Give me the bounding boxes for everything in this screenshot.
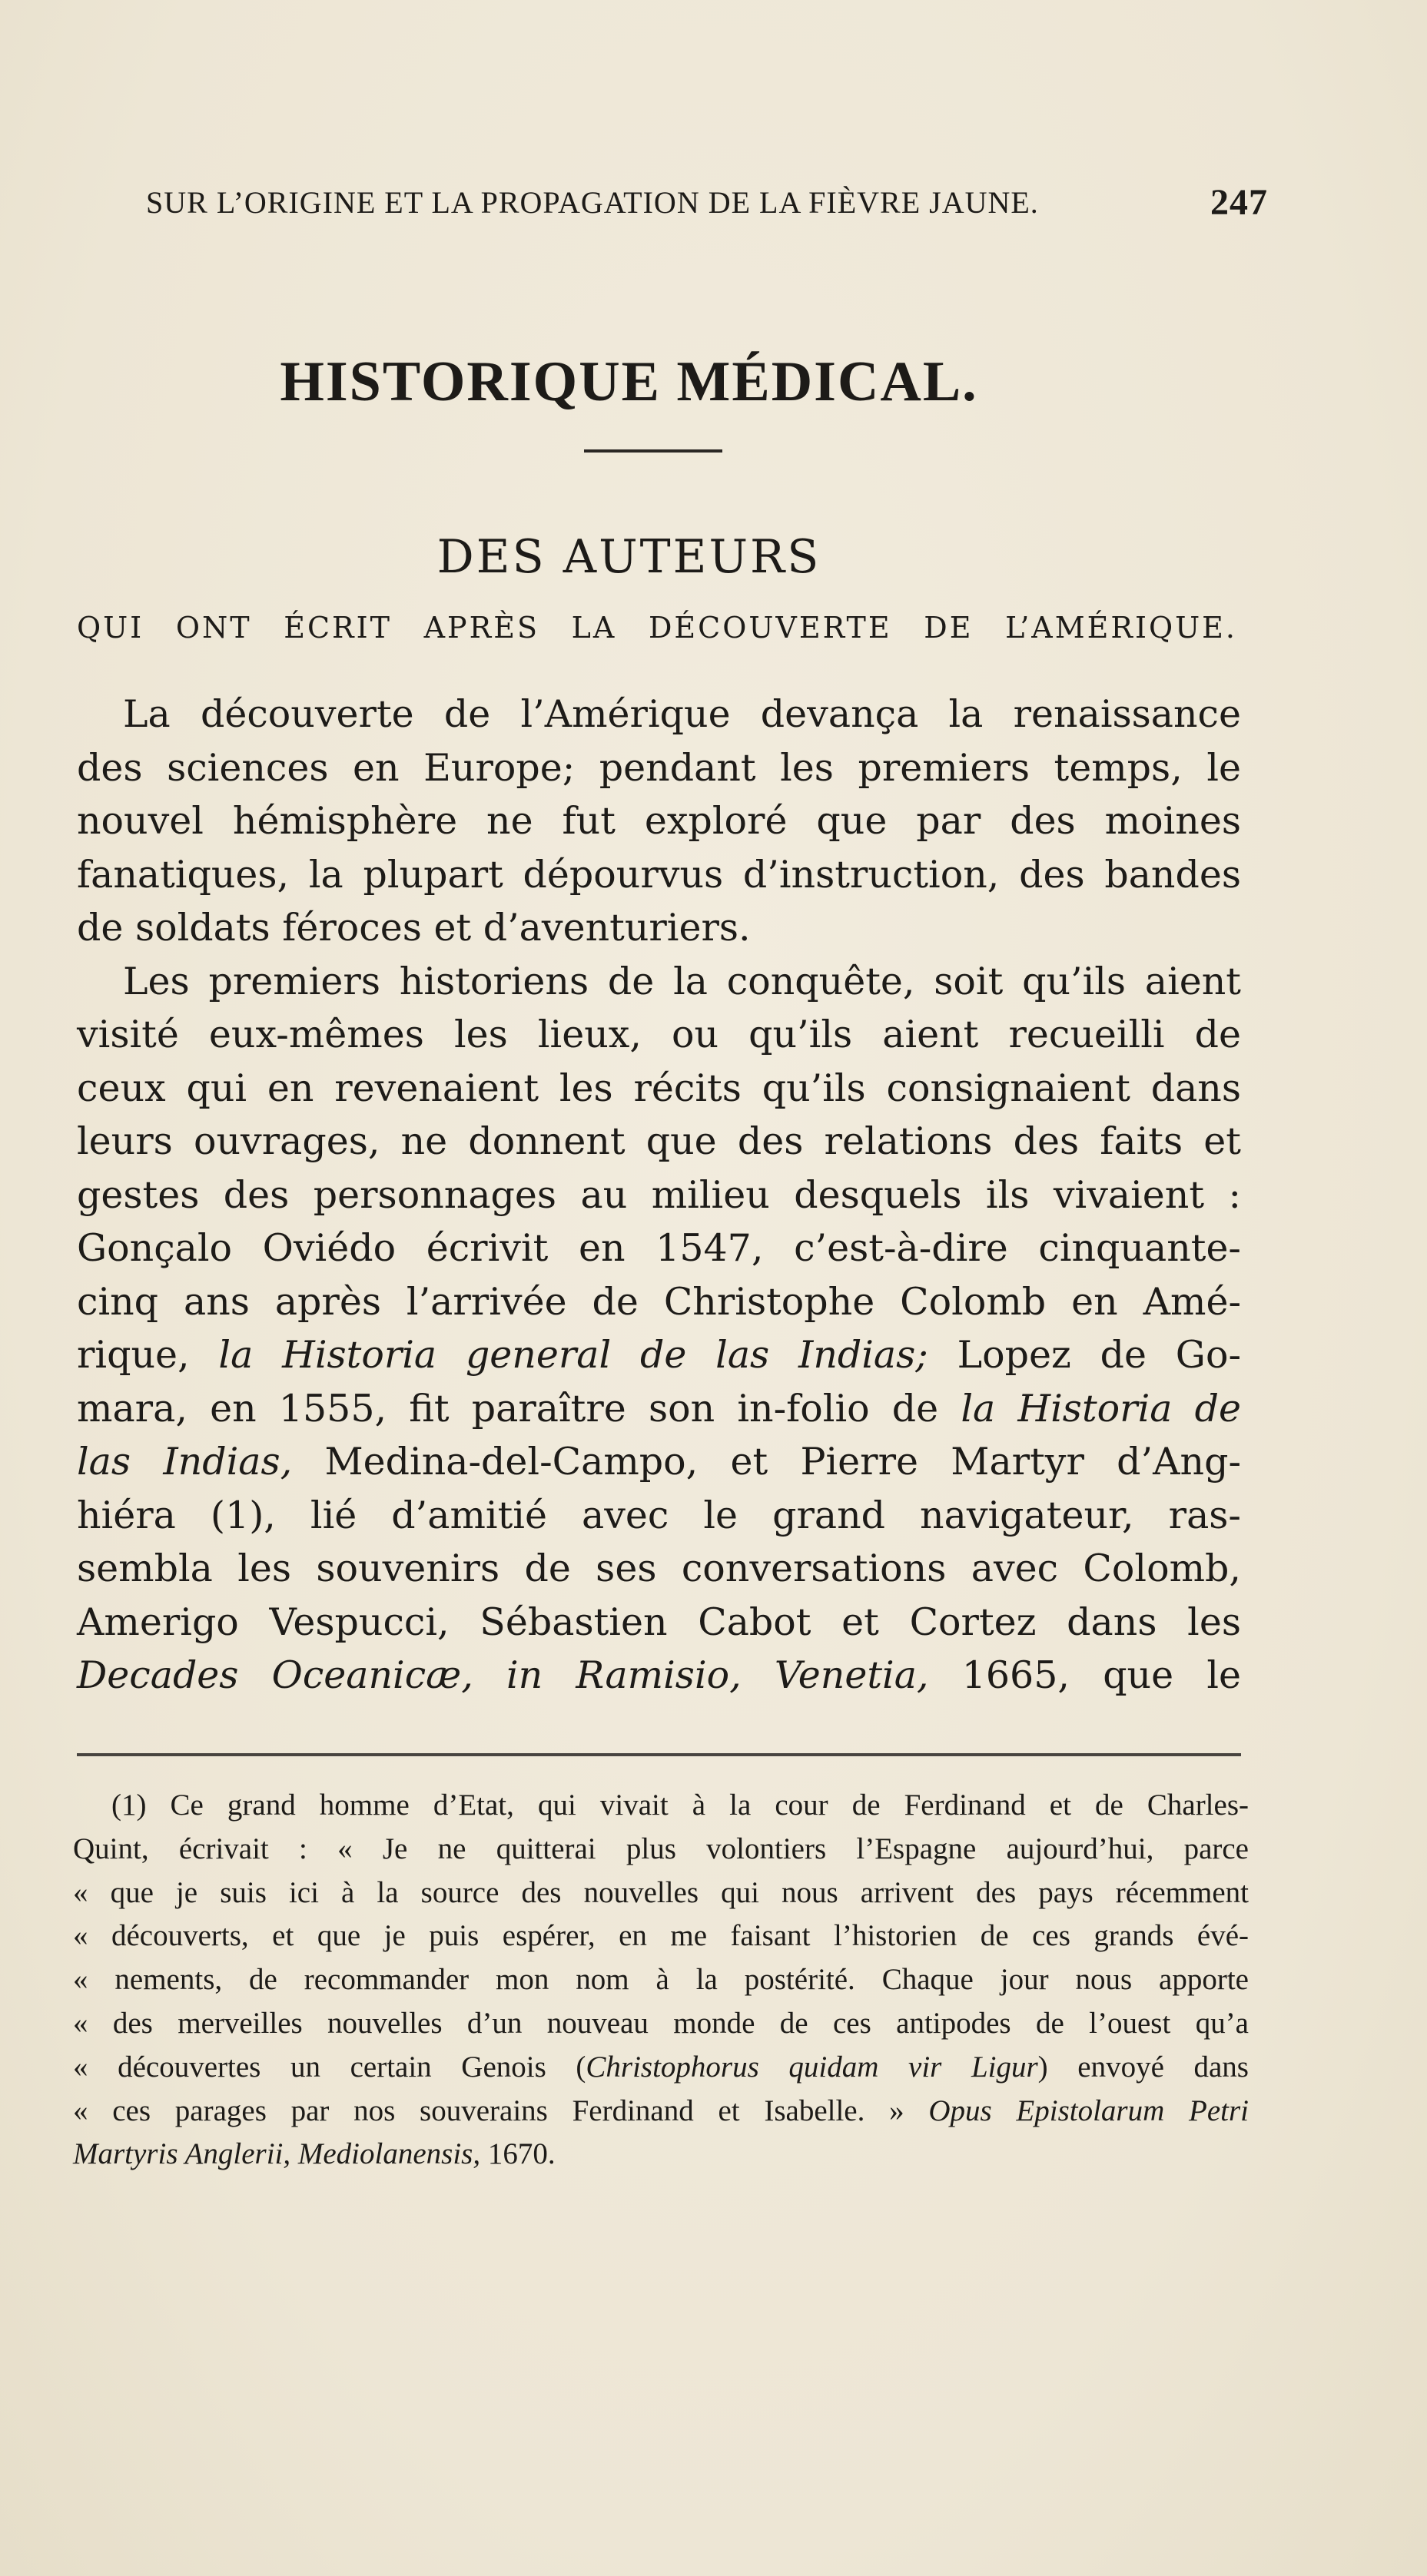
section-heading: DES AUTEURS <box>436 530 821 584</box>
text-run: Gonçalo Oviédo écrivit en 1547, c’est-à-dire cinquante- <box>77 1226 1241 1270</box>
text-run: 1670. <box>480 2137 556 2171</box>
footnote-line <box>73 2002 1249 2046</box>
text-run: « nements, de recommander mon nom à la postérité. Chaque jour nous apporte <box>73 1963 1249 1997</box>
running-head <box>146 184 1268 230</box>
body-line <box>77 1382 1241 1436</box>
text-run: « ces parages par nos souverains Ferdinand et Isabelle. » <box>73 2094 929 2127</box>
footnote-line <box>73 1828 1249 1871</box>
italic-text-run: Decades Oceanicæ, in Ramisio, Venetia, <box>77 1653 929 1697</box>
body-line <box>77 1489 1241 1543</box>
page-number: 247 <box>1210 182 1268 223</box>
text-run: des sciences en Europe; pendant les premiers temps, le <box>77 745 1241 790</box>
body-line <box>77 1062 1241 1116</box>
body-line <box>77 1169 1241 1222</box>
text-run: fanatiques, la plupart dépourvus d’instruction, des bandes <box>77 852 1241 897</box>
text-run: leurs ouvrages, ne donnent que des relations des faits et <box>77 1119 1241 1163</box>
text-run: Les premiers historiens de la conquête, soit qu’ils aient <box>123 959 1241 1003</box>
italic-text-run: las Indias, <box>77 1440 293 1484</box>
text-run: hiéra (1), lié d’amitié avec le grand navigateur, ras- <box>77 1493 1241 1537</box>
footnote-line <box>73 1871 1249 1915</box>
section-subheading: QUI ONT ÉCRIT APRÈS LA DÉCOUVERTE DE L’AMÉRIQUE. <box>77 611 1237 645</box>
italic-text-run: Martyris Anglerii, Mediolanensis, <box>73 2137 481 2171</box>
text-run: Amerigo Vespucci, Sébastien Cabot et Cortez dans les <box>77 1600 1241 1644</box>
footnote-line <box>73 1958 1249 2002</box>
body-line <box>77 1596 1241 1649</box>
text-run: rique, <box>77 1333 219 1377</box>
text-run: nouvel hémisphère ne fut exploré que par des moines <box>77 799 1241 843</box>
title-divider <box>584 449 722 453</box>
text-run: « que je suis ici à la source des nouvelles qui nous arrivent des pays récemment <box>73 1875 1249 1909</box>
body-line <box>77 741 1241 795</box>
text-run: « découverts, et que je puis espérer, en me faisant l’historien de ces grands évé- <box>73 1919 1249 1953</box>
body-line <box>77 955 1241 1009</box>
text-run: (1) Ce grand homme d’Etat, qui vivait à la cour de Ferdinand et de Charles- <box>111 1789 1249 1822</box>
text-run: ) envoyé dans <box>1037 2050 1249 2084</box>
footnote <box>73 1784 1249 2177</box>
footnote-line <box>73 1784 1249 1828</box>
body-line <box>77 1008 1241 1062</box>
italic-text-run: Opus Epistolarum Petri <box>928 2094 1249 2127</box>
text-run: gestes des personnages au milieu desquels ils vivaient : <box>77 1172 1241 1217</box>
footnote-line <box>73 2090 1249 2133</box>
body-line <box>77 1649 1241 1702</box>
text-run: 1665, que le <box>928 1653 1241 1697</box>
text-run: Lopez de Go- <box>928 1333 1242 1377</box>
text-run: visité eux-mêmes les lieux, ou qu’ils aient recueilli de <box>77 1013 1241 1056</box>
text-run: sembla les souvenirs de ses conversations avec Colomb, <box>77 1547 1241 1590</box>
body-text <box>77 688 1241 1702</box>
footnote-line <box>73 1915 1249 1958</box>
body-line <box>77 1542 1241 1596</box>
text-run: de soldats féroces et d’aventuriers. <box>77 906 751 950</box>
italic-text-run: la Historia general de las Indias; <box>218 1333 928 1377</box>
text-run: « découvertes un certain Genois ( <box>73 2050 586 2084</box>
italic-text-run: la Historia de <box>961 1386 1241 1431</box>
body-line <box>77 1328 1241 1382</box>
text-run: ceux qui en revenaient les récits qu’ils consignaient dans <box>77 1066 1241 1110</box>
body-line <box>77 688 1241 741</box>
body-line <box>77 794 1241 848</box>
italic-text-run: Christophorus quidam vir Ligur <box>586 2050 1038 2084</box>
footnote-divider <box>77 1753 1241 1756</box>
running-head-title: SUR L’ORIGINE ET LA PROPAGATION DE LA FIÈVRE JAUNE. <box>146 185 1039 220</box>
chapter-title: HISTORIQUE MÉDICAL. <box>280 350 978 413</box>
text-run: « des merveilles nouvelles d’un nouveau monde de ces antipodes de l’ouest qu’a <box>73 2006 1249 2040</box>
body-line <box>77 1275 1241 1329</box>
footnote-line <box>73 2133 1249 2177</box>
text-run: cinq ans après l’arrivée de Christophe Colomb en Amé- <box>77 1279 1241 1324</box>
body-line <box>77 848 1241 902</box>
body-line <box>77 1435 1241 1489</box>
text-run: mara, en 1555, fit paraître son in-folio de <box>77 1386 961 1431</box>
body-line <box>77 1222 1241 1275</box>
body-line <box>77 1115 1241 1169</box>
body-line <box>77 901 1241 955</box>
footnote-line <box>73 2046 1249 2090</box>
text-run: Medina-del-Campo, et Pierre Martyr d’Ang- <box>292 1440 1241 1484</box>
text-run: Quint, écrivait : « Je ne quitterai plus volontiers l’Espagne aujourd’hui, parce <box>73 1832 1249 1865</box>
text-run: La découverte de l’Amérique devança la renaissance <box>123 692 1241 736</box>
